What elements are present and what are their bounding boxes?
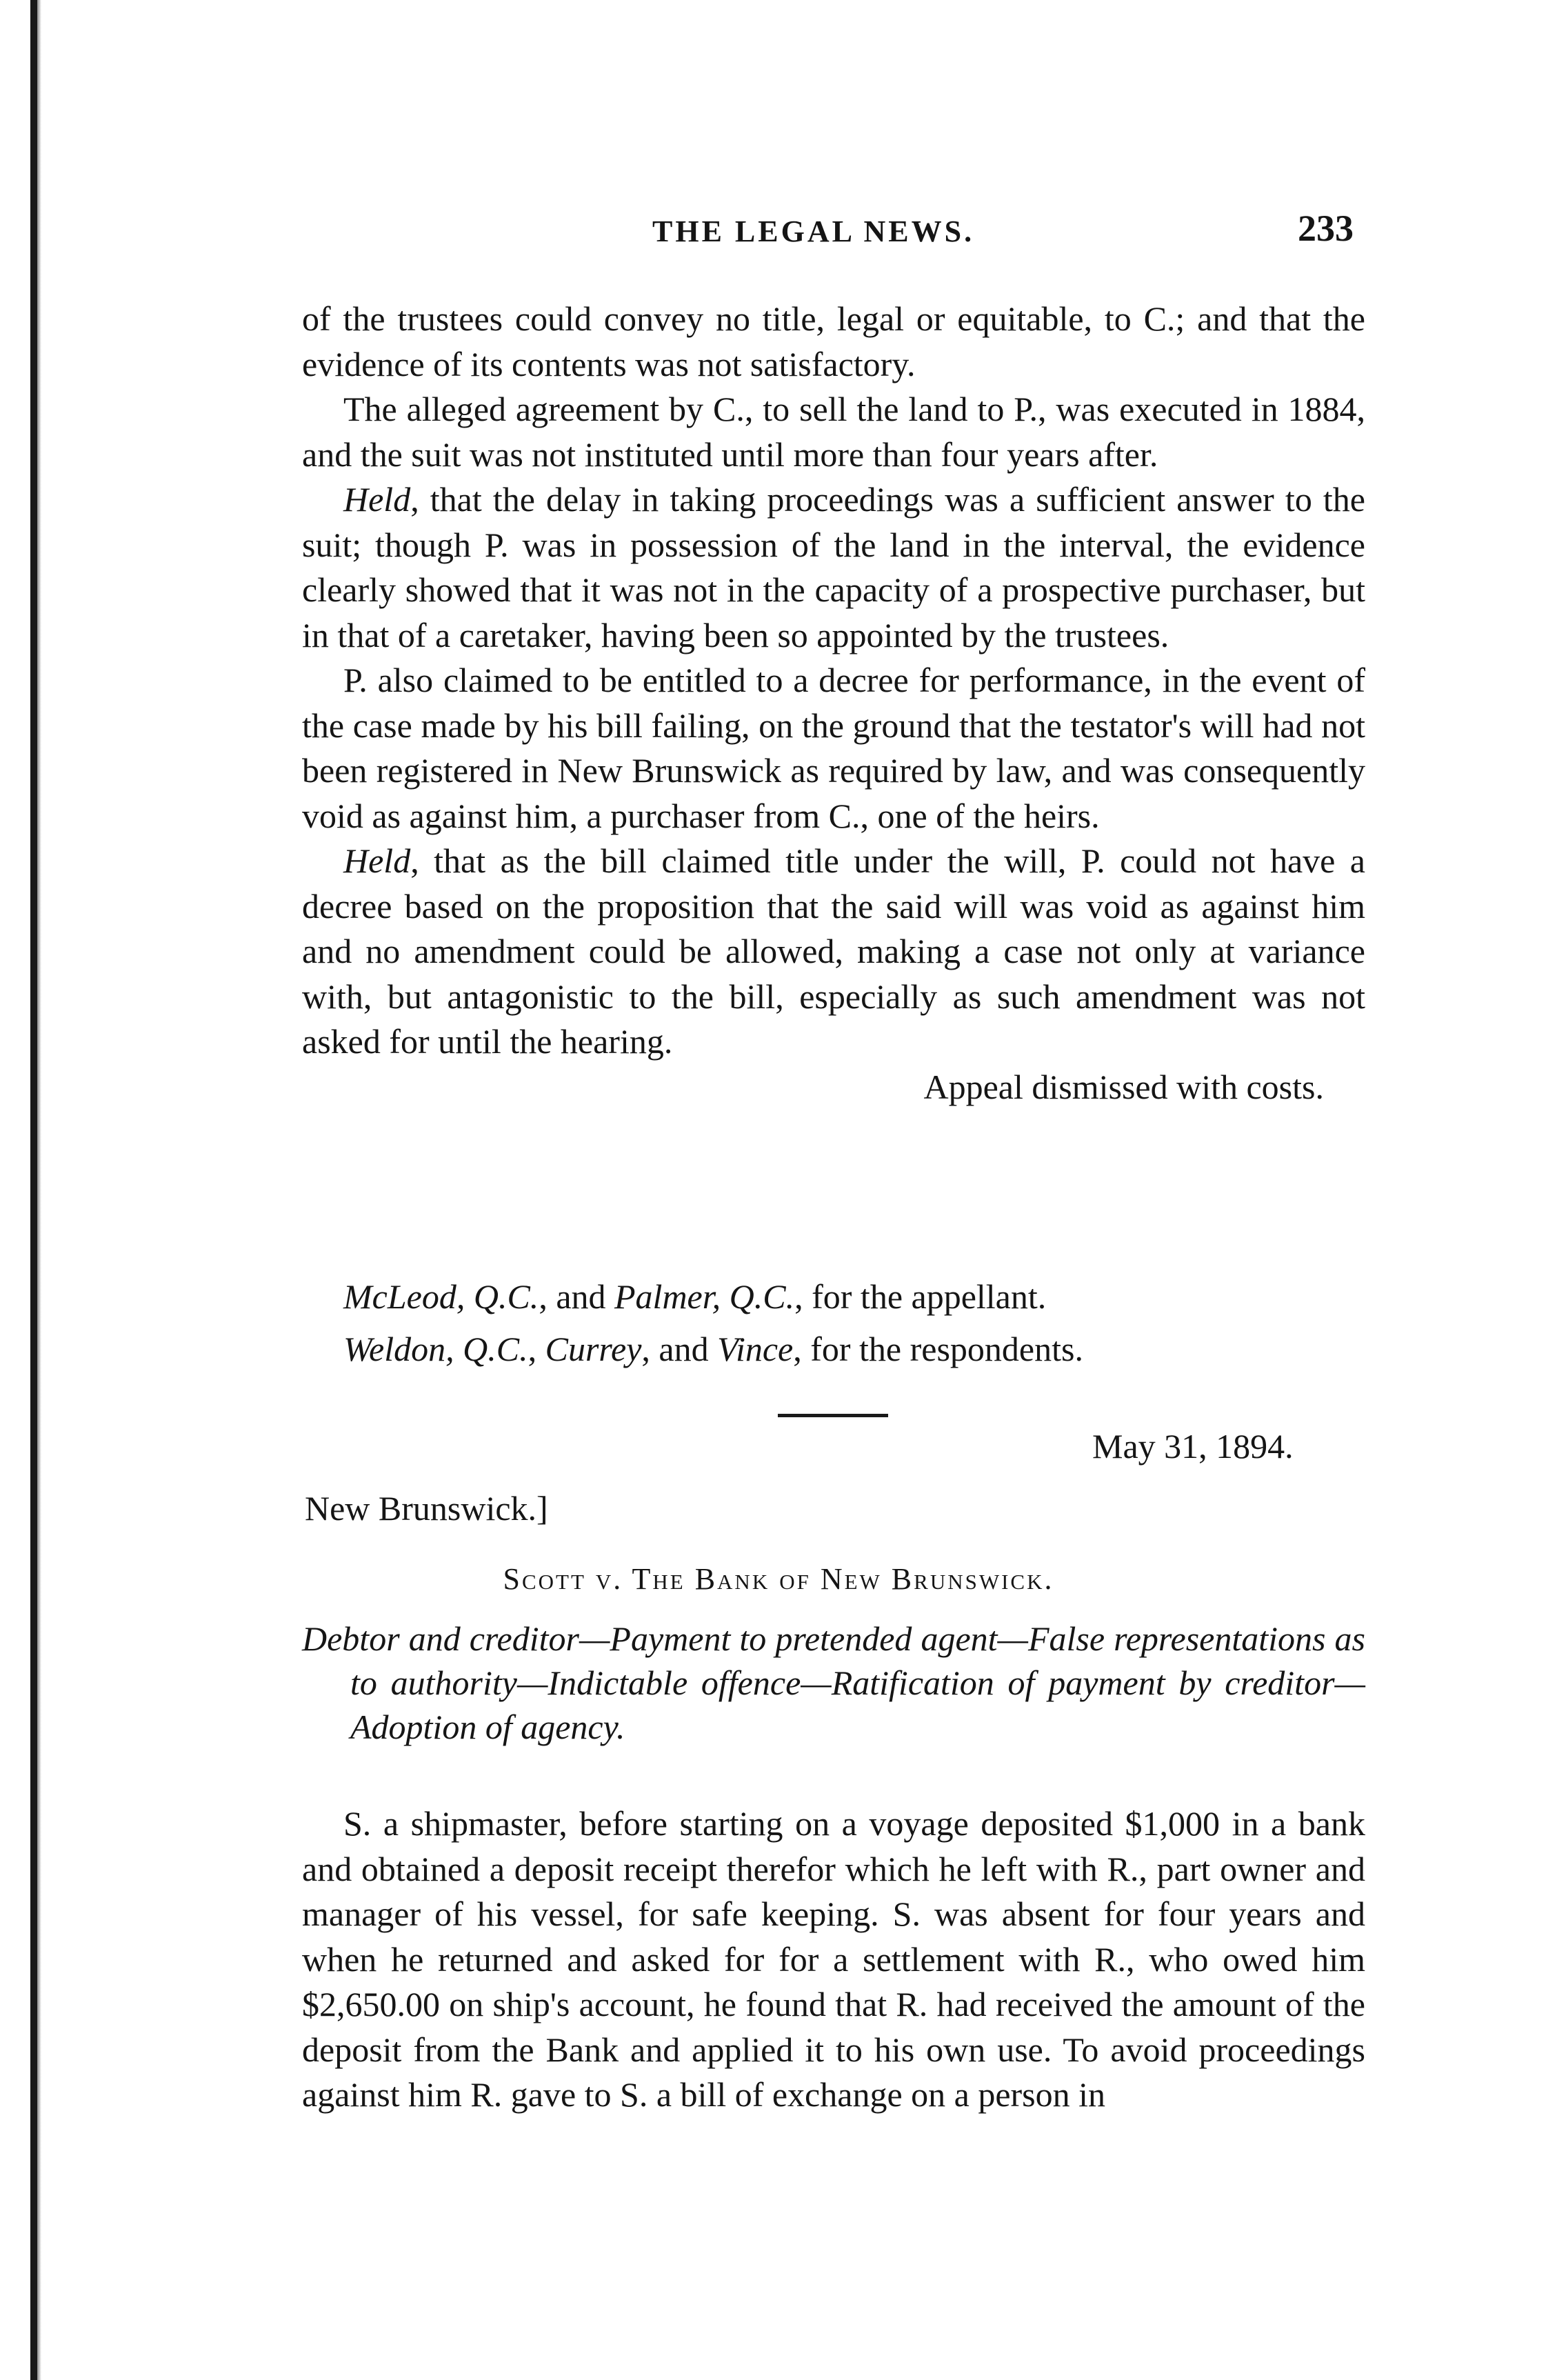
- counsel-name: Palmer, Q.C.: [614, 1277, 795, 1316]
- counsel-respondents: [343, 1328, 1083, 1370]
- case1-body: [302, 297, 1365, 1110]
- page-header: [0, 207, 1557, 262]
- held-delay-text: , that the delay in taking proceedings was a sufficient answer to the suit; though P. was in possession of the land in the interval, the evidence clearly showed that it was not in the capacity of a prospective purchaser, but in that of a caretaker, having been so appointed by the trustees.: [302, 480, 1365, 654]
- case-date: May 31, 1894.: [1092, 1427, 1294, 1466]
- paragraph-held-delay: [302, 477, 1365, 658]
- counsel-name: Currey: [545, 1330, 642, 1368]
- counsel-name: McLeod, Q.C.: [343, 1277, 539, 1316]
- paragraph-continued: of the trustees could convey no title, legal or equitable, to C.; and that the evidence of its contents was not satisfactory.: [302, 299, 1365, 383]
- paragraph-agreement: The alleged agreement by C., to sell the land to P., was executed in 1884, and the suit was not instituted until more than four years after.: [302, 390, 1365, 474]
- held-label: Held: [343, 480, 411, 519]
- counsel-name: Vince: [717, 1330, 794, 1368]
- headnote: Debtor and creditor—Payment to pretended agent—False representations as to authority—Indictable offence—Ratification of payment by creditor—Adoption of agency.: [302, 1619, 1365, 1746]
- counsel-role: , for the respondents.: [793, 1330, 1083, 1368]
- section-divider: [778, 1414, 888, 1417]
- counsel-connector: ,: [528, 1330, 545, 1368]
- counsel-name: Weldon, Q.C.: [343, 1330, 528, 1368]
- case-title: Scott v. The Bank of New Brunswick.: [503, 1562, 1054, 1596]
- counsel-role: , for the appellant.: [794, 1277, 1047, 1316]
- court-name: New Brunswick.]: [305, 1489, 548, 1528]
- counsel-appellant: [343, 1276, 1046, 1317]
- held-label: Held: [343, 841, 411, 880]
- paragraph-held-will: [302, 839, 1365, 1065]
- page-number: 233: [1298, 208, 1354, 249]
- case2-body: [302, 1801, 1365, 2118]
- counsel-connector: , and: [641, 1330, 718, 1368]
- disposition: Appeal dismissed with costs.: [923, 1067, 1324, 1106]
- paragraph-facts: S. a shipmaster, before starting on a voyage deposited $1,000 in a bank and obtained a deposit receipt therefor which he left with R., part owner and manager of his vessel, for safe keeping. S. was absent for four years and when he returned and asked for for a settlement with R., who owed him $2,650.00 on ship's account, he found that R. had received the amount of the deposit from the Bank and applied it to his own use. To avoid proceedings against him R. gave to S. a bill of exchange on a person in: [302, 1804, 1365, 2114]
- page-binding-edge: [30, 0, 37, 2380]
- held-will-text: , that as the bill claimed title under the will, P. could not have a decree based on the proposition that the said will was void as against him and no amendment could be allowed, making a case not only at variance with, but antagonistic to the bill, especially as such amendment was not asked for until the hearing.: [302, 841, 1365, 1061]
- running-title: THE LEGAL NEWS.: [652, 214, 975, 248]
- counsel-connector: , and: [539, 1277, 615, 1316]
- page-binding-shadow: [37, 0, 41, 2380]
- paragraph-claim: P. also claimed to be entitled to a decree for performance, in the event of the case made by his bill failing, on the ground that the testator's will had not been registered in New Brunswick as required by law, and was consequently void as against him, a purchaser from C., one of the heirs.: [302, 661, 1365, 835]
